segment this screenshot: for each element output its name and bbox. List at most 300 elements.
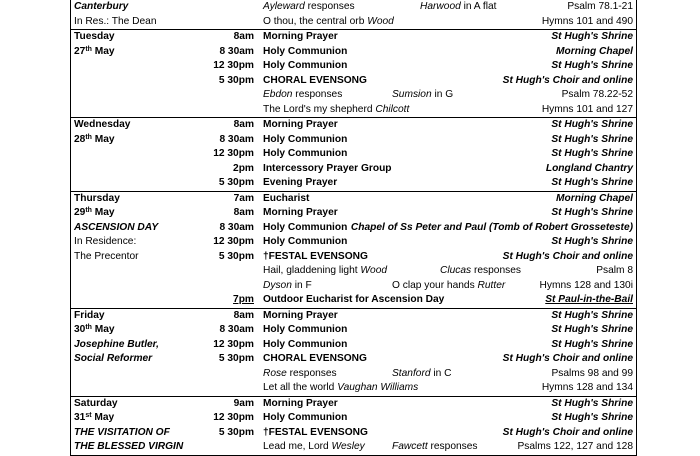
text-segment: 29 bbox=[74, 207, 86, 218]
text-segment: Holy Communion bbox=[263, 60, 348, 71]
text-segment: Psalms 98 and 99 bbox=[551, 367, 633, 379]
service-time: 7pm bbox=[233, 294, 254, 305]
day-cell bbox=[71, 279, 202, 294]
time-cell bbox=[201, 308, 260, 323]
text-segment: th bbox=[85, 45, 92, 53]
service-title bbox=[263, 45, 347, 60]
day-cell bbox=[71, 88, 202, 103]
time-cell bbox=[201, 206, 260, 221]
service-details bbox=[260, 118, 637, 133]
service-details bbox=[260, 59, 637, 74]
service-time: 12 30pm bbox=[213, 148, 254, 159]
text-segment: Morning Prayer bbox=[263, 119, 338, 130]
text-segment: †FESTAL EVENSONG bbox=[263, 250, 368, 262]
day-cell bbox=[71, 426, 202, 441]
time-cell bbox=[201, 440, 260, 455]
time-cell bbox=[201, 147, 260, 162]
text-segment: St Hugh's Shrine bbox=[551, 338, 633, 350]
service-details bbox=[260, 411, 637, 426]
text-segment: Holy Communion bbox=[263, 221, 348, 233]
text-segment: †FESTAL EVENSONG bbox=[263, 426, 368, 438]
service-title bbox=[263, 133, 347, 148]
text-segment: Morning Prayer bbox=[263, 309, 338, 321]
service-time: 2pm bbox=[233, 162, 254, 174]
service-time: 5 30pm bbox=[218, 74, 254, 86]
schedule-row bbox=[71, 338, 637, 353]
text-segment: Hymns 128 and 130i bbox=[539, 279, 633, 291]
text-segment: Wesley bbox=[331, 441, 365, 452]
time-cell bbox=[201, 176, 260, 191]
music-note bbox=[392, 440, 478, 455]
schedule-row bbox=[71, 250, 637, 265]
service-time: 8am bbox=[233, 309, 254, 321]
location-or-reading bbox=[562, 88, 633, 103]
text-segment: Hail, gladdening light bbox=[263, 265, 361, 276]
time-cell bbox=[201, 103, 260, 118]
service-details bbox=[260, 264, 637, 279]
day-cell bbox=[71, 352, 202, 367]
text-segment: Let all the world bbox=[263, 382, 338, 393]
day-cell bbox=[71, 323, 202, 338]
text-segment: Lead me, Lord bbox=[263, 441, 332, 452]
music-note bbox=[392, 367, 451, 382]
text-segment: Tuesday bbox=[74, 31, 115, 42]
text-segment: Morning Prayer bbox=[263, 397, 338, 409]
day-cell bbox=[71, 396, 202, 411]
location-or-reading bbox=[567, 0, 633, 15]
day-cell bbox=[71, 191, 202, 206]
location-or-reading bbox=[540, 279, 633, 294]
text-segment: O clap your hands bbox=[392, 279, 478, 291]
text-segment: May bbox=[91, 133, 115, 145]
service-details bbox=[260, 30, 637, 45]
text-segment: Rose bbox=[263, 367, 287, 379]
service-title bbox=[263, 235, 347, 250]
text-segment: in G bbox=[431, 89, 454, 100]
text-segment: Clucas bbox=[440, 265, 472, 276]
day-cell bbox=[71, 440, 202, 455]
text-segment: Holy Communion bbox=[263, 324, 348, 335]
service-title bbox=[263, 147, 347, 162]
service-title bbox=[263, 250, 368, 265]
service-details bbox=[260, 133, 637, 148]
text-segment: St Hugh's Shrine bbox=[551, 207, 633, 218]
text-segment: Hymns 101 and 490 bbox=[541, 15, 633, 27]
schedule-row bbox=[71, 279, 637, 294]
service-title bbox=[263, 323, 347, 338]
schedule-row bbox=[71, 103, 637, 118]
location-or-reading bbox=[503, 250, 633, 265]
schedule-body bbox=[71, 0, 637, 455]
text-segment: St Hugh's Shrine bbox=[551, 60, 633, 71]
text-segment: Wood bbox=[360, 265, 388, 276]
service-details bbox=[260, 0, 637, 15]
service-time: 9am bbox=[233, 397, 254, 409]
music-note bbox=[392, 279, 505, 294]
schedule-row bbox=[71, 381, 637, 396]
service-time: 12 30pm bbox=[213, 60, 254, 71]
text-segment: O thou, the central orb bbox=[263, 15, 368, 27]
schedule-table bbox=[70, 0, 637, 456]
service-title bbox=[263, 264, 387, 279]
text-segment: 30 bbox=[74, 324, 86, 335]
service-time: 8 30am bbox=[219, 133, 254, 145]
text-segment: Morning Chapel bbox=[556, 45, 633, 57]
service-time: 5 30pm bbox=[218, 353, 254, 364]
location-or-reading bbox=[542, 103, 633, 118]
text-segment: 31 bbox=[74, 412, 86, 423]
text-segment: In Res.: The Dean bbox=[74, 15, 157, 27]
service-time: 8 30am bbox=[219, 45, 254, 57]
day-cell bbox=[71, 15, 202, 30]
location-or-reading bbox=[551, 59, 633, 74]
location-or-reading bbox=[546, 162, 633, 177]
text-segment: Holy Communion bbox=[263, 148, 348, 159]
service-title bbox=[263, 426, 368, 441]
day-cell bbox=[71, 235, 202, 250]
schedule-row bbox=[71, 59, 637, 74]
location-or-reading bbox=[556, 192, 633, 207]
service-title bbox=[263, 88, 342, 103]
schedule-row bbox=[71, 191, 637, 206]
service-title bbox=[263, 59, 347, 74]
text-segment: th bbox=[85, 324, 92, 331]
schedule-row bbox=[71, 176, 637, 191]
service-time: 8am bbox=[233, 31, 254, 42]
service-time: 5 30pm bbox=[218, 177, 254, 188]
time-cell bbox=[201, 221, 260, 236]
service-details bbox=[260, 74, 637, 89]
day-cell bbox=[71, 381, 202, 396]
text-segment: The Precentor bbox=[74, 250, 139, 262]
location-or-reading bbox=[556, 45, 633, 60]
service-details bbox=[260, 191, 637, 206]
service-time: 8 30am bbox=[219, 324, 254, 335]
text-segment: 28 bbox=[74, 133, 86, 145]
text-segment: Holy Communion bbox=[263, 236, 348, 247]
time-cell bbox=[201, 45, 260, 60]
service-time: 12 30pm bbox=[213, 338, 254, 350]
service-details bbox=[260, 396, 637, 411]
service-title bbox=[263, 381, 418, 396]
day-cell bbox=[71, 0, 202, 15]
service-details bbox=[260, 293, 637, 308]
text-segment: St Hugh's Choir and online bbox=[502, 426, 633, 438]
text-segment: Longland Chantry bbox=[545, 162, 633, 174]
text-segment: Hymns 128 and 134 bbox=[541, 382, 633, 393]
schedule-row bbox=[71, 221, 637, 236]
location-or-reading bbox=[351, 221, 633, 236]
text-segment: st bbox=[85, 412, 92, 419]
location-or-reading bbox=[542, 15, 633, 30]
time-cell bbox=[201, 0, 260, 15]
text-segment: THE VISITATION OF bbox=[74, 426, 170, 438]
schedule-row bbox=[71, 147, 637, 162]
text-segment: May bbox=[91, 412, 115, 423]
location-or-reading bbox=[551, 323, 633, 338]
service-title bbox=[263, 279, 312, 294]
text-segment: St Hugh's Shrine bbox=[551, 309, 633, 321]
text-segment: Josephine Butler, bbox=[74, 338, 159, 350]
day-cell bbox=[71, 293, 202, 308]
service-title bbox=[263, 0, 355, 15]
service-time: 8am bbox=[233, 119, 254, 130]
service-title bbox=[263, 74, 367, 89]
service-details bbox=[260, 88, 637, 103]
text-segment: Outdoor Eucharist for Ascension Day bbox=[263, 294, 445, 305]
text-segment: Morning Chapel bbox=[556, 192, 633, 204]
text-segment: responses bbox=[304, 1, 355, 12]
day-cell bbox=[71, 118, 202, 133]
location-or-reading bbox=[551, 367, 633, 382]
text-segment: Morning Prayer bbox=[263, 31, 338, 42]
schedule-row bbox=[71, 308, 637, 323]
service-title bbox=[263, 221, 347, 236]
day-cell bbox=[71, 176, 202, 191]
time-cell bbox=[201, 88, 260, 103]
day-cell bbox=[71, 133, 202, 148]
text-segment: ASCENSION DAY bbox=[74, 221, 159, 233]
text-segment: Holy Communion bbox=[263, 338, 348, 350]
text-segment: Saturday bbox=[74, 397, 118, 409]
text-segment: St Hugh's Shrine bbox=[551, 412, 633, 423]
time-cell bbox=[201, 367, 260, 382]
service-details bbox=[260, 367, 637, 382]
time-cell bbox=[201, 411, 260, 426]
schedule-row bbox=[71, 0, 637, 15]
schedule-row bbox=[71, 15, 637, 30]
text-segment: Holy Communion bbox=[263, 412, 348, 423]
service-title bbox=[263, 206, 338, 221]
text-segment: responses bbox=[471, 265, 521, 276]
text-segment: May bbox=[91, 324, 115, 335]
location-or-reading bbox=[551, 147, 633, 162]
service-time: 12 30pm bbox=[213, 412, 254, 423]
location-or-reading bbox=[551, 338, 633, 353]
location-or-reading bbox=[517, 440, 633, 455]
service-details bbox=[260, 235, 637, 250]
text-segment: th bbox=[85, 133, 92, 141]
text-segment: in F bbox=[291, 279, 312, 291]
day-cell bbox=[71, 59, 202, 74]
service-details bbox=[260, 308, 637, 323]
day-cell bbox=[71, 411, 202, 426]
text-segment: Psalm 8 bbox=[596, 265, 633, 276]
day-cell bbox=[71, 206, 202, 221]
day-cell bbox=[71, 338, 202, 353]
location-or-reading bbox=[551, 206, 633, 221]
service-time: 12 30pm bbox=[213, 236, 254, 247]
text-segment: Holy Communion bbox=[263, 45, 348, 57]
text-segment: May bbox=[91, 45, 115, 57]
text-segment: Evening Prayer bbox=[263, 177, 338, 188]
day-cell bbox=[71, 162, 202, 177]
service-details bbox=[260, 426, 637, 441]
text-segment: St Paul-in-the-Bail bbox=[545, 294, 633, 305]
text-segment: responses bbox=[286, 367, 337, 379]
text-segment: St Hugh's Choir and online bbox=[502, 250, 633, 262]
location-or-reading bbox=[503, 352, 633, 367]
service-time: 8 30am bbox=[219, 221, 254, 233]
schedule-row bbox=[71, 235, 637, 250]
schedule-row bbox=[71, 206, 637, 221]
service-title bbox=[263, 118, 338, 133]
text-segment: THE BLESSED VIRGIN bbox=[74, 441, 184, 452]
location-or-reading bbox=[551, 176, 633, 191]
location-or-reading bbox=[551, 30, 633, 45]
service-details bbox=[260, 221, 637, 236]
text-segment: Chapel of Ss Peter and Paul (Tomb of Robert Grosseteste) bbox=[350, 221, 633, 233]
text-segment: Ebdon bbox=[263, 89, 293, 100]
schedule-row bbox=[71, 74, 637, 89]
day-cell bbox=[71, 367, 202, 382]
text-segment: St Hugh's Choir and online bbox=[502, 74, 633, 86]
text-segment: responses bbox=[427, 441, 478, 452]
text-segment: Harwood bbox=[420, 1, 461, 12]
service-details bbox=[260, 338, 637, 353]
text-segment: Stanford bbox=[392, 367, 431, 379]
text-segment: Holy Communion bbox=[263, 133, 348, 145]
service-details bbox=[260, 440, 637, 455]
service-title bbox=[263, 440, 365, 455]
text-segment: CHORAL EVENSONG bbox=[263, 353, 367, 364]
location-or-reading bbox=[503, 74, 633, 89]
time-cell bbox=[201, 235, 260, 250]
text-segment: 27 bbox=[74, 45, 86, 57]
text-segment: Social Reformer bbox=[74, 353, 153, 364]
service-title bbox=[263, 176, 337, 191]
text-segment: In Residence: bbox=[74, 236, 137, 247]
schedule-row bbox=[71, 367, 637, 382]
location-or-reading bbox=[551, 133, 633, 148]
service-details bbox=[260, 352, 637, 367]
text-segment: The Lord's my shepherd bbox=[263, 103, 376, 115]
schedule-row bbox=[71, 440, 637, 455]
music-note bbox=[440, 264, 521, 279]
text-segment: St Hugh's Shrine bbox=[551, 236, 633, 247]
service-details bbox=[260, 162, 637, 177]
time-cell bbox=[201, 191, 260, 206]
schedule-row bbox=[71, 45, 637, 60]
time-cell bbox=[201, 352, 260, 367]
service-title bbox=[263, 338, 347, 353]
time-cell bbox=[201, 381, 260, 396]
service-details bbox=[260, 45, 637, 60]
day-cell bbox=[71, 45, 202, 60]
schedule-row bbox=[71, 264, 637, 279]
day-cell bbox=[71, 30, 202, 45]
time-cell bbox=[201, 323, 260, 338]
service-details bbox=[260, 147, 637, 162]
text-segment: May bbox=[91, 207, 115, 218]
day-cell bbox=[71, 264, 202, 279]
time-cell bbox=[201, 74, 260, 89]
schedule-row bbox=[71, 352, 637, 367]
text-segment: Intercessory Prayer Group bbox=[263, 162, 392, 174]
service-details bbox=[260, 176, 637, 191]
service-details bbox=[260, 250, 637, 265]
location-or-reading bbox=[551, 235, 633, 250]
text-segment: Canterbury bbox=[74, 1, 129, 12]
schedule-row bbox=[71, 323, 637, 338]
time-cell bbox=[201, 162, 260, 177]
time-cell bbox=[201, 133, 260, 148]
time-cell bbox=[201, 396, 260, 411]
service-title bbox=[263, 411, 347, 426]
text-segment: St Hugh's Shrine bbox=[551, 397, 633, 409]
schedule-row bbox=[71, 411, 637, 426]
time-cell bbox=[201, 250, 260, 265]
text-segment: St Hugh's Shrine bbox=[551, 119, 633, 130]
time-cell bbox=[201, 426, 260, 441]
service-title bbox=[263, 352, 367, 367]
text-segment: in A flat bbox=[460, 1, 497, 12]
music-note bbox=[420, 0, 496, 15]
text-segment: Chilcott bbox=[375, 103, 410, 115]
service-details bbox=[260, 206, 637, 221]
location-or-reading bbox=[545, 293, 633, 308]
service-details bbox=[260, 15, 637, 30]
text-segment: Sumsion bbox=[392, 89, 432, 100]
text-segment: Wednesday bbox=[74, 119, 131, 130]
text-segment: Wood bbox=[367, 15, 394, 27]
service-schedule bbox=[70, 0, 637, 456]
text-segment: St Hugh's Shrine bbox=[551, 177, 633, 188]
service-details bbox=[260, 323, 637, 338]
schedule-row bbox=[71, 426, 637, 441]
text-segment: Morning Prayer bbox=[263, 207, 338, 218]
service-time: 5 30pm bbox=[218, 250, 254, 262]
schedule-row bbox=[71, 30, 637, 45]
service-details bbox=[260, 103, 637, 118]
text-segment: Fawcett bbox=[392, 441, 428, 452]
time-cell bbox=[201, 30, 260, 45]
text-segment: Eucharist bbox=[263, 192, 310, 204]
text-segment: Vaughan Williams bbox=[337, 382, 419, 393]
day-cell bbox=[71, 74, 202, 89]
service-details bbox=[260, 381, 637, 396]
text-segment: in C bbox=[430, 367, 452, 379]
text-segment: St Hugh's Shrine bbox=[551, 148, 633, 159]
time-cell bbox=[201, 293, 260, 308]
service-details bbox=[260, 279, 637, 294]
day-cell bbox=[71, 308, 202, 323]
text-segment: CHORAL EVENSONG bbox=[263, 74, 367, 86]
text-segment: Psalm 78.22-52 bbox=[561, 89, 633, 100]
location-or-reading bbox=[551, 309, 633, 324]
service-time: 7am bbox=[233, 192, 254, 204]
service-title bbox=[263, 309, 338, 324]
text-segment: St Hugh's Shrine bbox=[551, 31, 633, 42]
location-or-reading bbox=[551, 397, 633, 412]
schedule-row bbox=[71, 396, 637, 411]
text-segment: Dyson bbox=[263, 279, 292, 291]
text-segment: Ayleward bbox=[263, 1, 305, 12]
text-segment: th bbox=[85, 207, 92, 214]
service-title bbox=[263, 30, 338, 45]
text-segment: St Hugh's Shrine bbox=[551, 324, 633, 335]
text-segment: St Hugh's Choir and online bbox=[502, 353, 633, 364]
time-cell bbox=[201, 264, 260, 279]
time-cell bbox=[201, 59, 260, 74]
day-cell bbox=[71, 250, 202, 265]
text-segment: Psalm 78.1-21 bbox=[567, 1, 633, 12]
time-cell bbox=[201, 279, 260, 294]
location-or-reading bbox=[596, 264, 633, 279]
location-or-reading bbox=[503, 426, 633, 441]
schedule-row bbox=[71, 162, 637, 177]
text-segment: Thursday bbox=[74, 192, 120, 204]
